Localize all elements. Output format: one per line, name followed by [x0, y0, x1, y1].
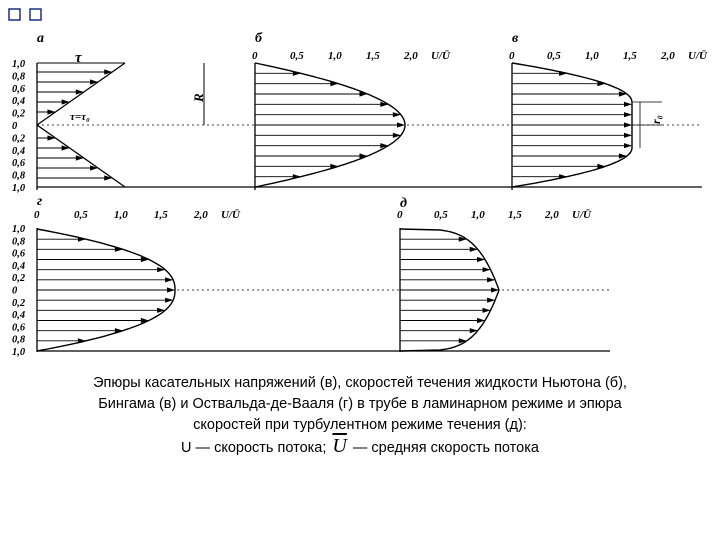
- left-axis-label: 1,0: [12, 183, 26, 194]
- shear-arrow-head: [76, 89, 84, 94]
- velocity-arrow-head: [293, 71, 301, 76]
- top-axis-label: 1,5: [508, 209, 522, 221]
- velocity-arrow-head: [78, 338, 86, 343]
- velocity-arrow-head: [559, 71, 567, 76]
- shear-arrow-head: [90, 79, 98, 84]
- left-axis-label: 0,4: [12, 310, 26, 322]
- shear-arrow-head: [62, 145, 70, 150]
- left-axis-label: 0,4: [12, 260, 26, 272]
- mean-velocity-symbol: $\overline{U}$: [332, 435, 347, 457]
- left-axis-label: 1,0: [12, 347, 26, 358]
- top-axis-label: 0,5: [290, 50, 304, 62]
- top-axis-label: 0,5: [434, 209, 448, 221]
- panel-letter-c: в: [512, 31, 519, 46]
- velocity-arrow-head: [167, 287, 175, 292]
- velocity-arrow-head: [624, 102, 632, 107]
- panel-a-shear-stress: [37, 63, 125, 187]
- shear-arrow-head: [104, 175, 112, 180]
- left-axis-label: 0,2: [12, 297, 26, 309]
- left-axis-label: 0,2: [12, 133, 26, 145]
- top-axis-label: 2,0: [661, 50, 675, 62]
- velocity-arrow-head: [619, 153, 627, 158]
- turbulent-arrows: [400, 237, 499, 344]
- left-axis-label: 0,8: [12, 334, 26, 346]
- top-axis-label: 2,0: [194, 209, 208, 221]
- left-axis-label: 0,2: [12, 108, 26, 120]
- axis-unit-label: U/Ū: [431, 50, 450, 62]
- top-axis-label: 0: [397, 209, 403, 221]
- left-axis-label: 0,8: [12, 170, 26, 182]
- panel-letter-b: б: [255, 31, 262, 46]
- top-axis-label: 1,5: [154, 209, 168, 221]
- left-axis-label: 1,0: [12, 224, 26, 235]
- velocity-arrow-head: [624, 112, 632, 117]
- left-axis-label: 0,6: [12, 248, 26, 260]
- velocity-arrow-head: [397, 122, 405, 127]
- shear-arrow-head: [47, 135, 55, 140]
- left-axis-label: 0,4: [12, 145, 26, 157]
- velocity-arrow-head: [293, 174, 301, 179]
- caption-line-2: Бингама (в) и Оствальда-де-Вааля (г) в трубе в ламинарном режиме и эпюра: [98, 396, 622, 412]
- shear-arrow-head: [62, 99, 70, 104]
- caption-line-4: [20, 436, 700, 459]
- panel-letter-a: а: [37, 31, 44, 46]
- left-axis-label: 0,6: [12, 322, 26, 334]
- ostwald-arrows: [37, 237, 175, 344]
- top-axis-label: 1,5: [623, 50, 637, 62]
- panel-g-ostwald: [37, 229, 175, 351]
- shear-arrow-head: [47, 109, 55, 114]
- top-axis-label: 2,0: [404, 50, 418, 62]
- top-axis-label: 0,5: [74, 209, 88, 221]
- left-axis-label: 0,2: [12, 273, 26, 285]
- panel-c-bingham: [512, 63, 662, 187]
- newtonian-arrows: [255, 71, 405, 180]
- top-axis-label: 1,0: [585, 50, 599, 62]
- left-axis-label: 0,4: [12, 96, 26, 108]
- panel-d-turbulent: [400, 229, 499, 351]
- top-axis-label: 1,0: [114, 209, 128, 221]
- top-axis-label: 1,5: [366, 50, 380, 62]
- panel-letter-d: д: [400, 196, 407, 211]
- velocity-arrow-head: [624, 143, 632, 148]
- axis-unit-label: U/Ū: [221, 209, 240, 221]
- tau-label: τ: [75, 50, 82, 66]
- top-axis-label: 0,5: [547, 50, 561, 62]
- left-axis-label: 0: [12, 285, 18, 297]
- shear-arrow-head: [90, 165, 98, 170]
- top-axis-label: 2,0: [545, 209, 559, 221]
- axis-unit-label: U/Ū: [688, 50, 707, 62]
- left-axis-label: 0: [12, 121, 18, 132]
- caption-u-definition: U — скорость потока;: [181, 440, 327, 456]
- velocity-arrow-head: [624, 133, 632, 138]
- radius-label: R: [191, 93, 206, 102]
- top-axis-label: 0: [509, 50, 515, 62]
- left-axis-label: 0,6: [12, 158, 26, 170]
- velocity-arrow-head: [624, 122, 632, 127]
- left-axis-labels-bottom: [12, 224, 26, 358]
- caption-line-1: Эпюры касательных напряжений (в), скоростей течения жидкости Ньютона (б),: [93, 375, 627, 391]
- velocity-arrow-head: [559, 174, 567, 179]
- panel-letter-g: г: [37, 194, 43, 209]
- left-axis-label: 0,8: [12, 236, 26, 248]
- left-axis-label: 1,0: [12, 59, 26, 70]
- top-axis-label: 0: [34, 209, 40, 221]
- top-axis-label: 0: [252, 50, 258, 62]
- velocity-arrow-head: [78, 237, 86, 242]
- plug-radius-label: r₀: [649, 115, 663, 124]
- shear-arrow-head: [76, 155, 84, 160]
- caption-mean-definition: — средняя скорость потока: [352, 440, 539, 456]
- top-axis-label: 1,0: [328, 50, 342, 62]
- tau-zero-label: τ=τ₀: [70, 111, 90, 123]
- axis-unit-label: U/Ū: [572, 209, 591, 221]
- panel-b-newtonian: [204, 63, 405, 187]
- shear-arrow-head: [104, 69, 112, 74]
- left-axis-label: 0,6: [12, 83, 26, 95]
- figure-caption: [20, 373, 700, 459]
- top-axis-label: 1,0: [471, 209, 485, 221]
- caption-line-3: скоростей при турбулентном режиме течения (д):: [193, 417, 527, 433]
- velocity-arrow-head: [619, 91, 627, 96]
- left-axis-label: 0,8: [12, 71, 26, 83]
- left-axis-labels-top: [12, 59, 26, 194]
